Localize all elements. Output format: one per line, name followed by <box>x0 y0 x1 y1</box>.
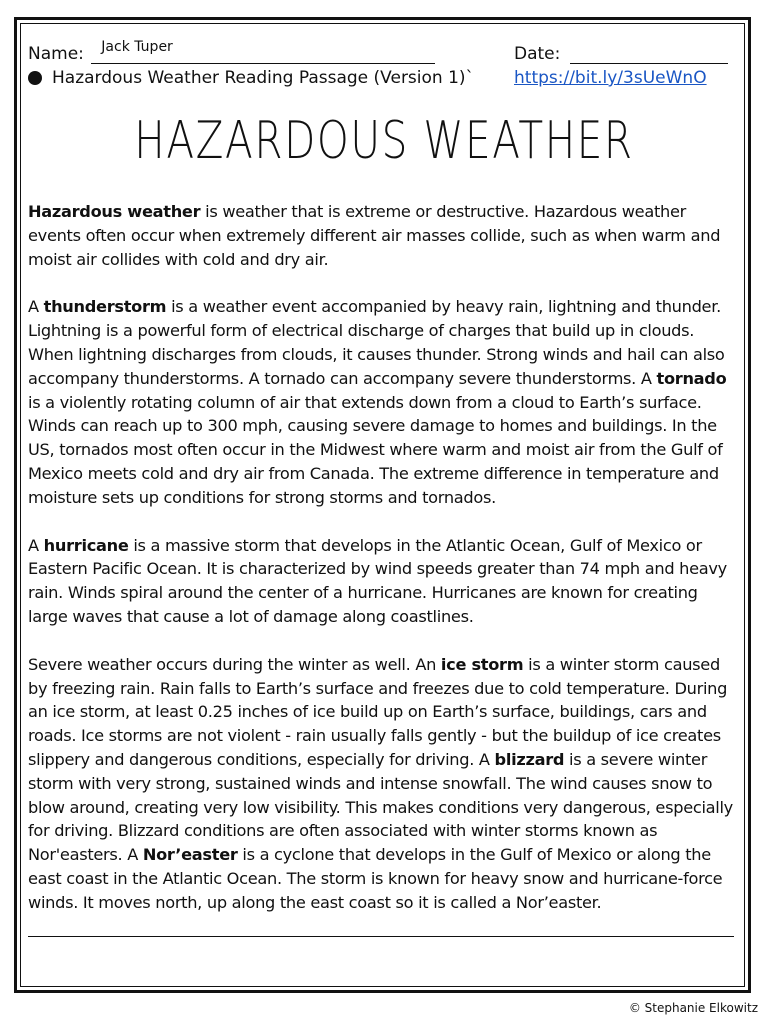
copyright-footer: © Stephanie Elkowitz <box>628 1001 758 1015</box>
term-thunderstorm: thunderstorm <box>43 297 167 317</box>
name-value: Jack Tuper <box>101 39 173 55</box>
term-tornado: tornado <box>656 368 727 388</box>
date-row <box>514 44 728 64</box>
reading-passage <box>28 200 738 939</box>
paragraph-winter-weather: Severe weather occurs during the winter as well. An ice storm is a winter storm caused by freezing rain. Rain falls to Earth’s surface and freezes due to cold temperature. During an ice storm, at least 0.25 inches of ice build up on Earth’s surface, buildings, cars and roads. Ice storms are not violent - rain usually falls gently - but the buildup of ice creates slippery and dangerous conditions, especially for driving. A blizzard is a severe winter storm with very strong, sustained winds and intense snowfall. The wind causes snow to blow around, creating very low visibility. This makes conditions very dangerous, especially for driving. Blizzard conditions are often associated with winter storms known as Nor'easters. A Nor’easter is a cyclone that develops in the Gulf of Mexico or along the east coast in the Atlantic Ocean. The storm is known for heavy snow and hurricane-force winds. It moves north, up along the east coast so it is called a Nor’easter. <box>28 654 733 912</box>
term-ice-storm: ice storm <box>440 654 524 674</box>
name-row <box>28 39 435 64</box>
term-hazardous-weather: Hazardous weather <box>28 202 201 221</box>
passage-title-row <box>28 68 474 88</box>
page-title: HAZARDOUS WEATHER <box>134 111 634 171</box>
paragraph-hazardous-weather: Hazardous weather is weather that is extreme or destructive. Hazardous weather events often occur when extremely different air masses collide, such as when warm and moist air collides with cold and dry air. <box>28 202 721 269</box>
paragraph-thunderstorm: A thunderstorm is a weather event accompanied by heavy rain, lightning and thunder. Lightning is a powerful form of electrical discharge of charges that build up in clouds. When lightning discharges from clouds, it causes thunder. Strong winds and hail can also accompany thunderstorms. A tornado can accompany severe thunderstorms. A tornado is a violently rotating column of air that extends down from a cloud to Earth’s surface. Winds can reach up to 300 mph, causing severe damage to homes and buildings. In the US, tornados most often occur in the Midwest where warm and moist air from the Gulf of Mexico meets cold and dry air from Canada. The extreme difference in temperature and moisture sets up conditions for strong storms and tornados. <box>28 297 727 507</box>
date-field[interactable] <box>570 45 728 64</box>
name-field[interactable] <box>91 39 435 64</box>
resource-link[interactable]: https://bit.ly/3sUeWnO <box>514 68 707 88</box>
answer-line[interactable] <box>28 936 734 937</box>
term-noreaster: Nor’easter <box>142 845 238 865</box>
term-hurricane: hurricane <box>43 535 129 555</box>
paragraph-hurricane: A hurricane is a massive storm that develops in the Atlantic Ocean, Gulf of Mexico or Eastern Pacific Ocean. It is characterized by wind speeds greater than 74 mph and heavy rain. Winds spiral around the center of a hurricane. Hurricanes are known for creating large waves that cause a lot of damage along coastlines. <box>28 535 727 626</box>
date-label: Date: <box>514 44 561 64</box>
bullet-icon <box>28 71 42 85</box>
passage-title: Hazardous Weather Reading Passage (Version 1)` <box>52 68 475 88</box>
name-label: Name: <box>28 44 84 64</box>
term-blizzard: blizzard <box>494 749 565 769</box>
